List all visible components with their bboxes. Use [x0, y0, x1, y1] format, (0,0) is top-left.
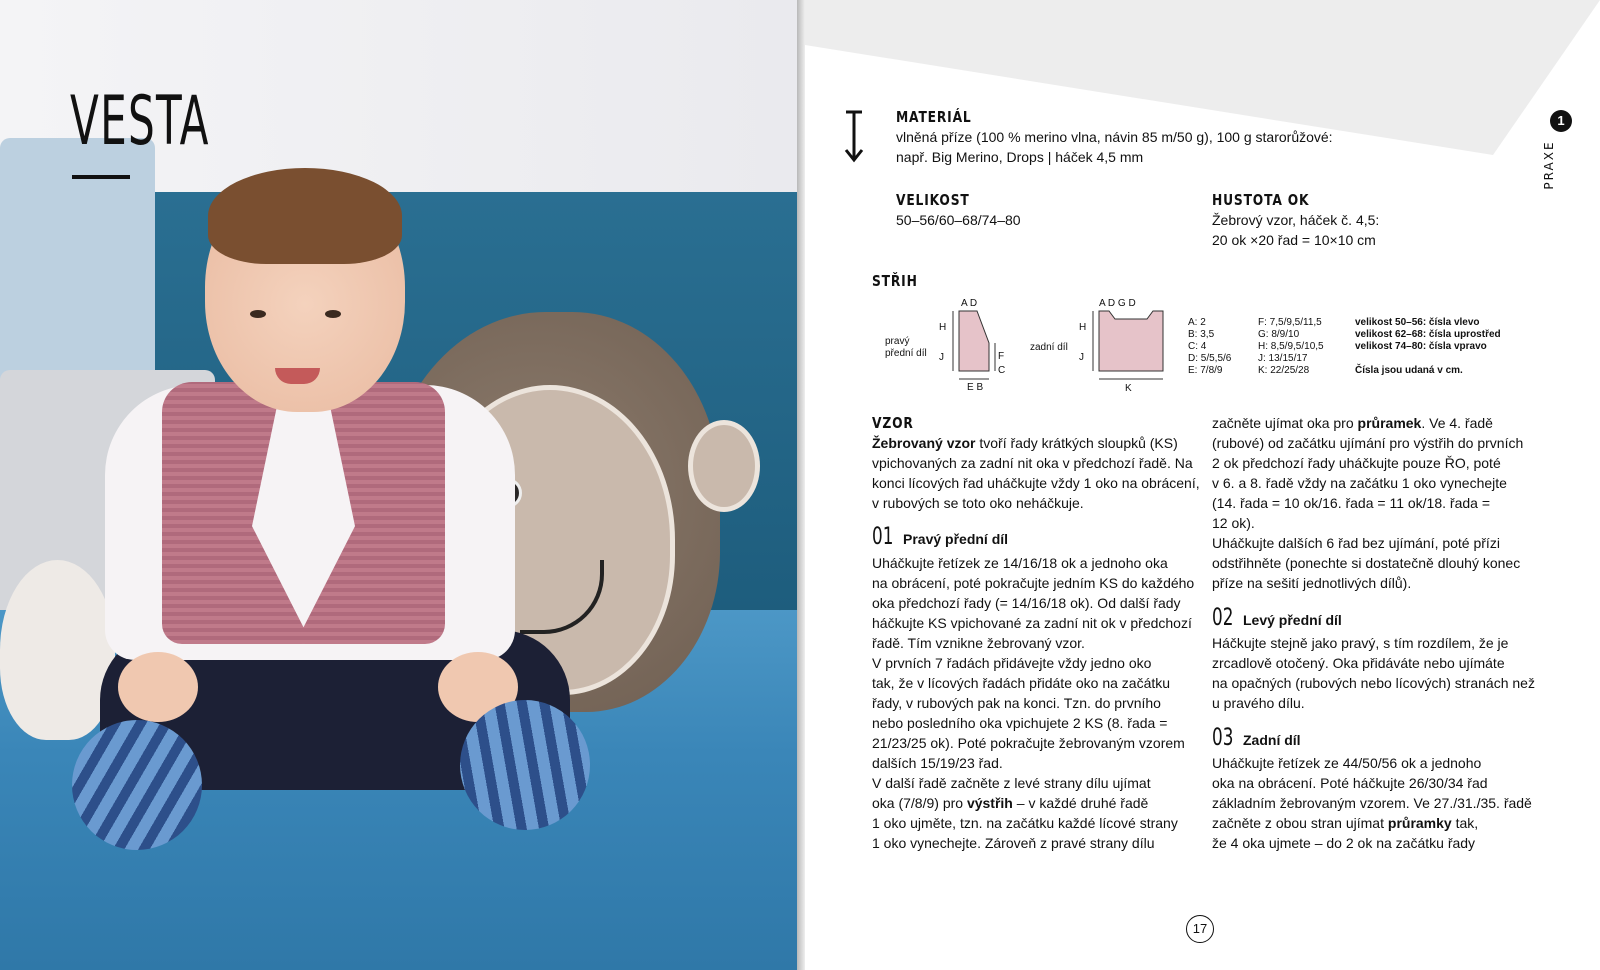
- step-1-line-mixed: [872, 793, 1148, 813]
- step-1-line: Uháčkujte řetízek ze 14/16/18 ok a jednoho oka: [872, 555, 1168, 571]
- front-letter-j: J: [939, 352, 944, 363]
- step-1-line: 21/23/25 ok). Poté pokračujte žebrovaným vzorem: [872, 735, 1185, 751]
- step-1-number: 01: [872, 522, 894, 550]
- back-top-letters: A D G D: [1099, 298, 1136, 309]
- pattern-line: v rubových se toto oko neháčkuje.: [872, 495, 1084, 511]
- dimension-d: D: 5/5,5/6: [1188, 353, 1232, 364]
- baby-hair: [208, 168, 402, 264]
- front-letter-c: C: [998, 365, 1006, 376]
- step-1-line: oka předchozí řady (= 14/16/18 ok). Od další řady: [872, 595, 1181, 611]
- step-3-line: Uháčkujte řetízek ze 44/50/56 ok a jednoho: [1212, 755, 1482, 771]
- pattern-label: VZOR: [872, 414, 914, 432]
- step-2-heading: [1212, 603, 1342, 631]
- col2-line: 2 ok předchozí řady uháčkujte pouze ŘO, poté: [1212, 455, 1501, 471]
- monkey-pillow-ear: [688, 420, 760, 512]
- step-1-title: Pravý přední díl: [903, 531, 1009, 547]
- back-letter-h: H: [1079, 322, 1087, 333]
- baby-left-eye: [250, 310, 266, 318]
- baby-left-hand: [118, 652, 198, 722]
- step-1-line-part: – v každé druhé řadě: [1016, 795, 1149, 811]
- step-3-line-part: začněte z obou stran ujímat: [1212, 815, 1384, 831]
- material-label: MATERIÁL: [896, 108, 972, 126]
- size-label: VELIKOST: [896, 191, 970, 209]
- col2-line: (14. řada = 10 ok/16. řada = 11 ok/18. řada =: [1212, 495, 1490, 511]
- dimension-c: C: 4: [1188, 341, 1207, 352]
- step-1-line: tak, že v lícových řadách přidáte oko na začátku: [872, 675, 1171, 691]
- col2-line-part: začněte ujímat oka pro: [1212, 415, 1354, 431]
- col2-first-line: [1212, 413, 1493, 433]
- pattern-intro-rest: tvoří řady krátkých sloupků (KS): [979, 435, 1178, 451]
- back-letter-j: J: [1079, 352, 1084, 363]
- col2-line-part: . Ve 4. řadě: [1421, 415, 1493, 431]
- front-letter-h: H: [939, 322, 947, 333]
- dimension-k: K: 22/25/28: [1258, 365, 1310, 376]
- page-title: VESTA: [70, 82, 210, 161]
- step-1-line-bold: výstřih: [966, 795, 1013, 811]
- size-key-3: velikost 74–80: čísla vpravo: [1355, 341, 1487, 352]
- step-1-line: 1 oko vynechejte. Zároveň z pravé strany dílu: [872, 835, 1155, 851]
- col2-line: Uháčkujte dalších 6 řad bez ujímání, poté přízi: [1212, 535, 1500, 551]
- material-line-2: např. Big Merino, Drops | háček 4,5 mm: [896, 149, 1144, 165]
- gauge-label: HUSTOTA OK: [1212, 191, 1310, 209]
- size-value: 50–56/60–68/74–80: [896, 212, 1021, 228]
- back-piece-label: zadní díl: [1030, 342, 1068, 353]
- baby-right-sock: [460, 700, 590, 830]
- step-3-line-part: tak,: [1455, 815, 1479, 831]
- dimension-a: A: 2: [1188, 317, 1206, 328]
- step-3-line: že 4 oka ujmete – do 2 ok na začátku řady: [1212, 835, 1476, 851]
- size-key-2: velikost 62–68: čísla uprostřed: [1355, 329, 1501, 340]
- front-top-letters: A D: [961, 298, 978, 309]
- step-3-line-mixed: [1212, 813, 1478, 833]
- baby-right-eye: [325, 310, 341, 318]
- step-1-heading: [872, 522, 1008, 550]
- dimension-g: G: 8/9/10: [1258, 329, 1300, 340]
- col2-line: odstřihněte (ponechte si dostatečně dlouhý konec: [1212, 555, 1521, 571]
- step-3-number: 03: [1212, 723, 1234, 751]
- step-3-line: oka na obrácení. Poté háčkujte 26/30/34 řad: [1212, 775, 1488, 791]
- step-3-heading: [1212, 723, 1301, 751]
- pattern-intro-bold: Žebrovaný vzor: [872, 435, 976, 451]
- back-bottom-letter: K: [1125, 383, 1132, 394]
- col2-line: (rubové) od začátku ujímání pro výstřih do prvních: [1212, 435, 1524, 451]
- step-2-number: 02: [1212, 603, 1234, 631]
- dimension-e: E: 7/8/9: [1188, 365, 1223, 376]
- baby-left-sock: [72, 720, 202, 850]
- section-tab-label: PRAXE: [1542, 140, 1556, 190]
- step-1-line: řady, v rubových pak na konci. Tzn. do prvního: [872, 695, 1161, 711]
- step-2-line: na opačných (rubových nebo lícových) stranách než: [1212, 675, 1535, 691]
- dimension-f: F: 7,5/9,5/11,5: [1258, 317, 1322, 328]
- front-letter-f: F: [998, 351, 1005, 362]
- page-number: 17: [1186, 915, 1214, 943]
- step-3-line-bold: průramky: [1387, 815, 1452, 831]
- step-1-line: na obrácení, poté pokračujte jedním KS do každého: [872, 575, 1195, 591]
- title-underline: [72, 175, 130, 179]
- step-1-line: V prvních 7 řadách přidávejte vždy jedno oko: [872, 655, 1152, 671]
- step-3-title: Zadní díl: [1243, 732, 1301, 748]
- dimension-h: H: 8,5/9,5/10,5: [1258, 341, 1324, 352]
- pattern-line: vpichovaných za zadní nit oka v předchozí řadě. Na: [872, 455, 1193, 471]
- size-key-1: velikost 50–56: čísla vlevo: [1355, 317, 1480, 328]
- left-page-photo: [0, 0, 798, 970]
- step-2-line: Háčkujte stejně jako pravý, s tím rozdílem, že je: [1212, 635, 1509, 651]
- step-1-line: háčkujte KS vpichované za zadní nit ok v předchozí: [872, 615, 1192, 631]
- col2-line-bold: průramek: [1357, 415, 1422, 431]
- col2-line: v 6. a 8. řadě vždy na začátku 1 oko vynechejte: [1212, 475, 1507, 491]
- section-badge: 1: [1550, 110, 1572, 132]
- step-2-title: Levý přední díl: [1243, 612, 1342, 628]
- pattern-line: konci lícových řad uháčkujte vždy 1 oko na obrácení,: [872, 475, 1200, 491]
- pattern-intro: [872, 433, 1178, 453]
- down-arrow-icon: [843, 110, 865, 164]
- step-1-line: řadě. Tím vznikne žebrovaný vzor.: [872, 635, 1085, 651]
- front-piece-label-2: přední díl: [885, 348, 927, 359]
- step-2-line: u pravého dílu.: [1212, 695, 1305, 711]
- dimension-j: J: 13/15/17: [1258, 353, 1308, 364]
- col2-line: příze na sešití jednotlivých dílů).: [1212, 575, 1412, 591]
- step-2-line: zrcadlově otočený. Oka přidáváte nebo ujímáte: [1212, 655, 1505, 671]
- gauge-line-1: Žebrový vzor, háček č. 4,5:: [1212, 212, 1380, 228]
- book-spine: [797, 0, 805, 970]
- gauge-line-2: 20 ok ×20 řad = 10×10 cm: [1212, 232, 1376, 248]
- step-1-line: V další řadě začněte z levé strany dílu ujímat: [872, 775, 1151, 791]
- right-page: [805, 0, 1600, 970]
- unit-note: Čísla jsou udaná v cm.: [1355, 365, 1463, 376]
- col2-line: 12 ok).: [1212, 515, 1255, 531]
- step-3-line: základním žebrovaným vzorem. Ve 27./31./35. řadě: [1212, 795, 1532, 811]
- dimension-b: B: 3,5: [1188, 329, 1215, 340]
- plush-toy: [0, 560, 115, 740]
- front-bottom-letters: E B: [967, 382, 984, 393]
- step-1-line: 1 oko ujměte, tzn. na začátku každé lícové strany: [872, 815, 1178, 831]
- step-1-line: dalších 15/19/23 řad.: [872, 755, 1003, 771]
- cut-label: STŘIH: [872, 272, 918, 290]
- front-piece-label-1: pravý: [885, 336, 910, 347]
- step-1-line: nebo posledního oka vpichujete 2 KS (8. řada =: [872, 715, 1168, 731]
- step-1-line-part: oka (7/8/9) pro: [872, 795, 964, 811]
- material-line-1: vlněná příze (100 % merino vlna, návin 85 m/50 g), 100 g starorůžové:: [896, 129, 1333, 145]
